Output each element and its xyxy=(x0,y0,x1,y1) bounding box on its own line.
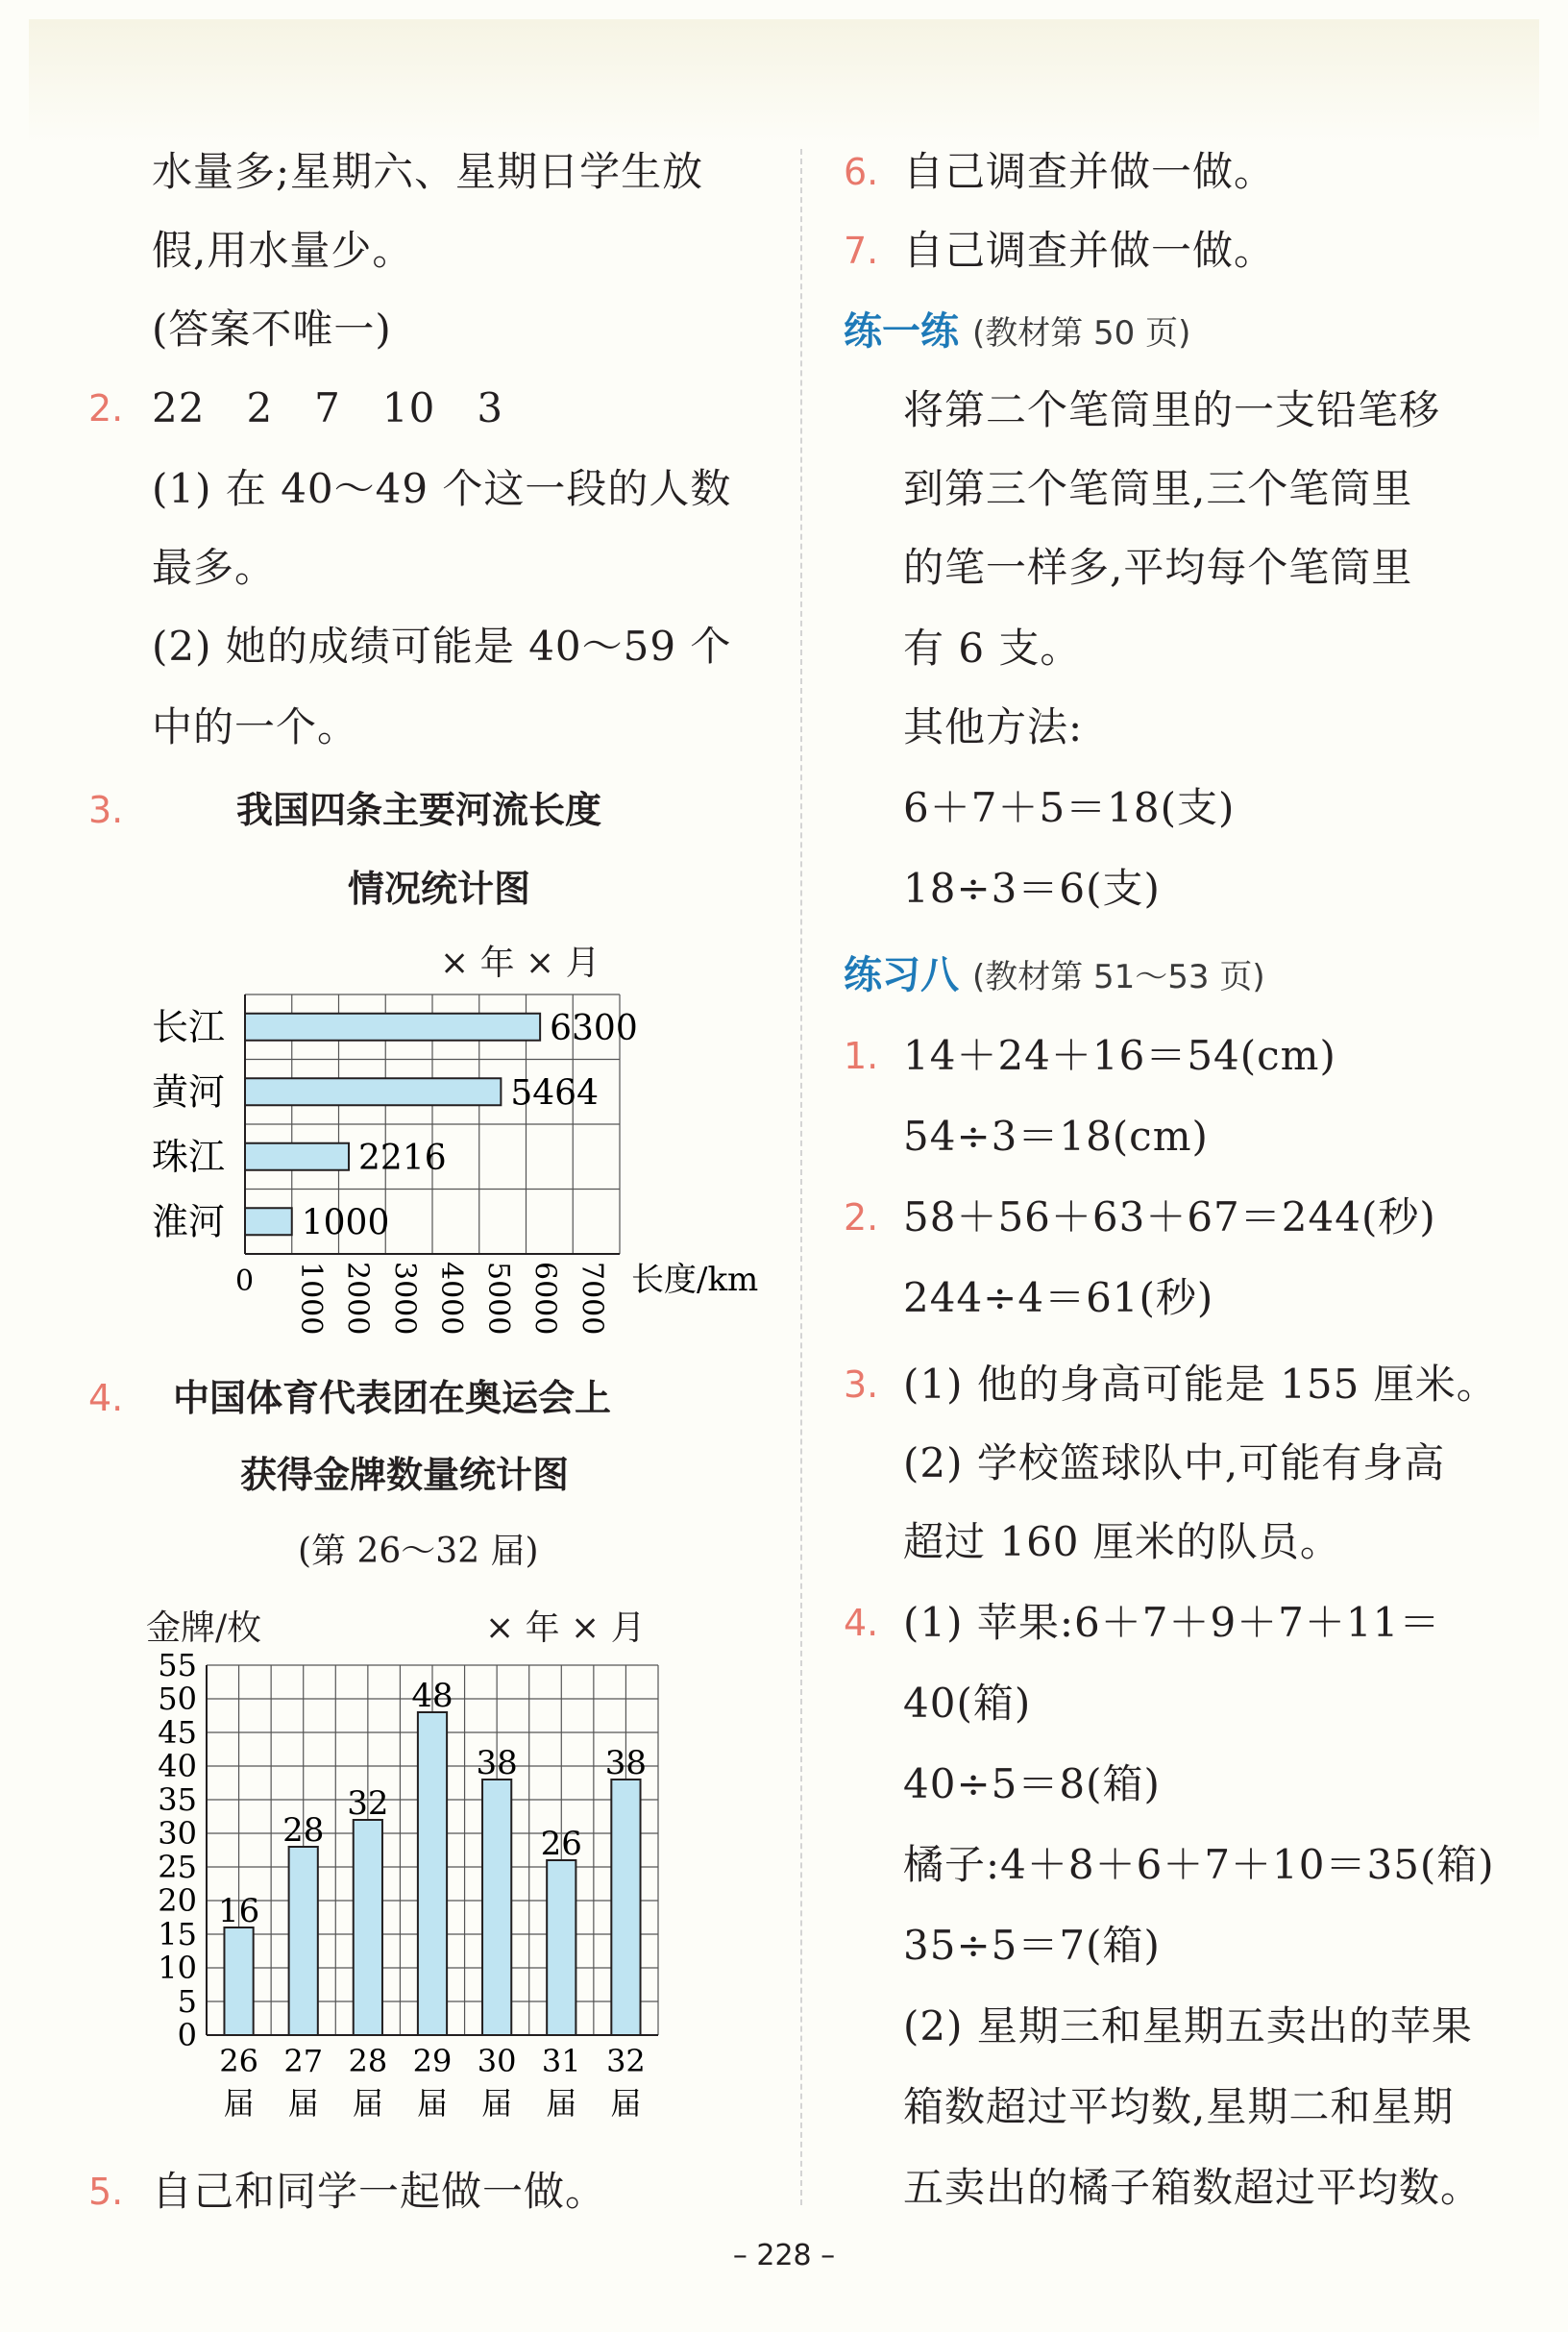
text-line: 中的一个。 xyxy=(152,703,359,750)
bar xyxy=(482,1780,511,2035)
text-line: 244÷4＝61(秒) xyxy=(903,1274,1214,1321)
data-label: 5464 xyxy=(510,1073,599,1114)
text-line: 其他方法: xyxy=(903,703,1084,750)
column-divider xyxy=(800,149,802,2205)
gold-medal-chart xyxy=(144,1651,682,2150)
chart-title: 情况统计图 xyxy=(348,868,531,910)
text-line: 将第二个笔筒里的一支铅笔移 xyxy=(903,386,1441,433)
category-label: 30 xyxy=(477,2043,517,2079)
category-suffix: 届 xyxy=(546,2085,577,2122)
tick-label: 2000 xyxy=(340,1262,375,1336)
tick-label: 30 xyxy=(158,1815,197,1852)
text-line: 40(箱) xyxy=(903,1680,1032,1727)
text-line: 54÷3＝18(cm) xyxy=(903,1113,1209,1160)
text-line: (1) 他的身高可能是 155 厘米。 xyxy=(903,1361,1498,1408)
text-line: 箱数超过平均数,星期二和星期 xyxy=(903,2083,1455,2130)
tick-label: 5 xyxy=(177,1983,197,2020)
tick-label: 55 xyxy=(158,1651,197,1683)
text-line: 自己调查并做一做。 xyxy=(903,227,1276,274)
text-line: (1) 在 40～49 个这一段的人数 xyxy=(152,465,732,512)
chart-date: × 年 × 月 xyxy=(440,944,600,983)
bar xyxy=(224,1927,253,2035)
data-label: 28 xyxy=(282,1811,325,1850)
data-label: 38 xyxy=(604,1744,648,1782)
category-label: 珠江 xyxy=(152,1135,226,1178)
tick-label: 1000 xyxy=(293,1262,328,1336)
text-line: 水量多;星期六、星期日学生放 xyxy=(152,148,704,195)
section-title: 练习八 xyxy=(844,953,959,997)
page-number: – 228 – xyxy=(732,2239,836,2272)
tick-label: 6000 xyxy=(527,1262,562,1336)
text-line: (1) 苹果:6＋7＋9＋7＋11＝ xyxy=(903,1599,1441,1646)
category-suffix: 届 xyxy=(481,2085,513,2122)
text-line: (答案不唯一) xyxy=(152,306,392,353)
chart-title: 中国体育代表团在奥运会上 xyxy=(173,1377,612,1419)
section-heading xyxy=(844,951,1265,1001)
text-line: 22 2 7 10 3 xyxy=(152,384,504,431)
section-title: 练一练 xyxy=(844,309,959,354)
tick-label: 0 xyxy=(235,1264,255,1298)
text-line: 6＋7＋5＝18(支) xyxy=(903,784,1236,831)
bar xyxy=(245,1078,501,1105)
bar xyxy=(418,1712,447,2035)
tick-label: 10 xyxy=(158,1950,197,1986)
bar xyxy=(245,1143,349,1170)
category-label: 29 xyxy=(412,2043,453,2079)
question-number: 2. xyxy=(844,1196,879,1239)
tick-label: 5000 xyxy=(480,1262,515,1336)
tick-label: 25 xyxy=(158,1849,197,1885)
river-length-chart xyxy=(144,980,759,1345)
text-line: 自己调查并做一做。 xyxy=(903,148,1276,195)
tick-label: 3000 xyxy=(387,1262,422,1336)
chart-subtitle: (第 26～32 届) xyxy=(298,1532,539,1571)
category-label: 长江 xyxy=(152,1005,226,1048)
text-line: 40÷5＝8(箱) xyxy=(903,1760,1161,1807)
tick-label: 4000 xyxy=(434,1262,468,1336)
bar xyxy=(289,1847,318,2035)
text-line: 最多。 xyxy=(152,544,277,591)
section-reference: (教材第 51～53 页) xyxy=(971,958,1265,996)
category-label: 27 xyxy=(283,2043,324,2079)
chart-title: 我国四条主要河流长度 xyxy=(236,789,602,831)
text-line: 超过 160 厘米的队员。 xyxy=(903,1518,1341,1565)
question-number: 1. xyxy=(844,1035,879,1077)
text-line: 的笔一样多,平均每个笔筒里 xyxy=(903,544,1413,591)
category-label: 黄河 xyxy=(152,1070,226,1114)
section-reference: (教材第 50 页) xyxy=(971,314,1191,353)
data-label: 1000 xyxy=(301,1203,390,1243)
text-line: (2) 她的成绩可能是 40～59 个 xyxy=(152,623,732,670)
tick-label: 20 xyxy=(158,1882,197,1919)
data-label: 2216 xyxy=(358,1138,447,1178)
tick-label: 40 xyxy=(158,1748,197,1784)
top-band xyxy=(29,19,1539,144)
text-line: 自己和同学一起做一做。 xyxy=(152,2168,607,2215)
question-number: 7. xyxy=(844,230,879,272)
text-line: (2) 星期三和星期五卖出的苹果 xyxy=(903,2002,1473,2050)
data-label: 26 xyxy=(540,1825,582,1863)
text-line: 到第三个笔筒里,三个笔筒里 xyxy=(903,465,1413,512)
question-number: 3. xyxy=(844,1363,879,1406)
question-number: 4. xyxy=(88,1377,124,1419)
text-line: 五卖出的橘子箱数超过平均数。 xyxy=(903,2164,1482,2211)
text-line: 35÷5＝7(箱) xyxy=(903,1922,1161,1969)
question-number: 6. xyxy=(844,151,879,193)
text-line: 假,用水量少。 xyxy=(152,227,414,274)
question-number: 4. xyxy=(844,1602,879,1644)
chart-title: 获得金牌数量统计图 xyxy=(240,1454,570,1496)
text-line: 18÷3＝6(支) xyxy=(903,865,1161,912)
category-label: 淮河 xyxy=(152,1200,226,1243)
y-axis-label: 金牌/枚 xyxy=(146,1608,262,1648)
chart-date: × 年 × 月 xyxy=(485,1608,646,1648)
tick-label: 45 xyxy=(158,1714,197,1751)
text-line: 58＋56＋63＋67＝244(秒) xyxy=(903,1193,1436,1240)
tick-label: 7000 xyxy=(575,1262,609,1336)
tick-label: 50 xyxy=(158,1681,197,1717)
category-label: 32 xyxy=(606,2043,646,2079)
tick-label: 15 xyxy=(158,1916,197,1952)
data-label: 6300 xyxy=(550,1008,638,1048)
tick-label: 35 xyxy=(158,1781,197,1818)
text-line: 14＋24＋16＝54(cm) xyxy=(903,1032,1336,1079)
category-suffix: 届 xyxy=(287,2085,319,2122)
question-number: 3. xyxy=(88,789,124,831)
category-suffix: 届 xyxy=(416,2085,449,2122)
text-line: 橘子:4＋8＋6＋7＋10＝35(箱) xyxy=(903,1841,1495,1888)
data-label: 38 xyxy=(476,1744,518,1782)
bar xyxy=(245,1208,292,1235)
data-label: 48 xyxy=(411,1677,453,1715)
text-line: (2) 学校篮球队中,可能有身高 xyxy=(903,1439,1446,1486)
section-heading xyxy=(844,307,1190,357)
category-suffix: 届 xyxy=(352,2085,383,2122)
category-suffix: 届 xyxy=(223,2085,255,2122)
bar xyxy=(245,1014,540,1041)
question-number: 2. xyxy=(88,387,124,430)
bar xyxy=(547,1860,576,2035)
category-label: 28 xyxy=(348,2043,388,2079)
category-suffix: 届 xyxy=(610,2085,642,2122)
category-label: 31 xyxy=(541,2043,581,2079)
question-number: 5. xyxy=(88,2171,124,2213)
data-label: 16 xyxy=(217,1892,260,1930)
text-line: 有 6 支。 xyxy=(903,625,1082,672)
bar xyxy=(611,1780,640,2035)
data-label: 32 xyxy=(347,1784,389,1823)
bar xyxy=(354,1820,382,2035)
tick-label: 0 xyxy=(177,2017,197,2053)
category-label: 26 xyxy=(219,2043,258,2079)
x-axis-label: 长度/km xyxy=(631,1261,759,1299)
